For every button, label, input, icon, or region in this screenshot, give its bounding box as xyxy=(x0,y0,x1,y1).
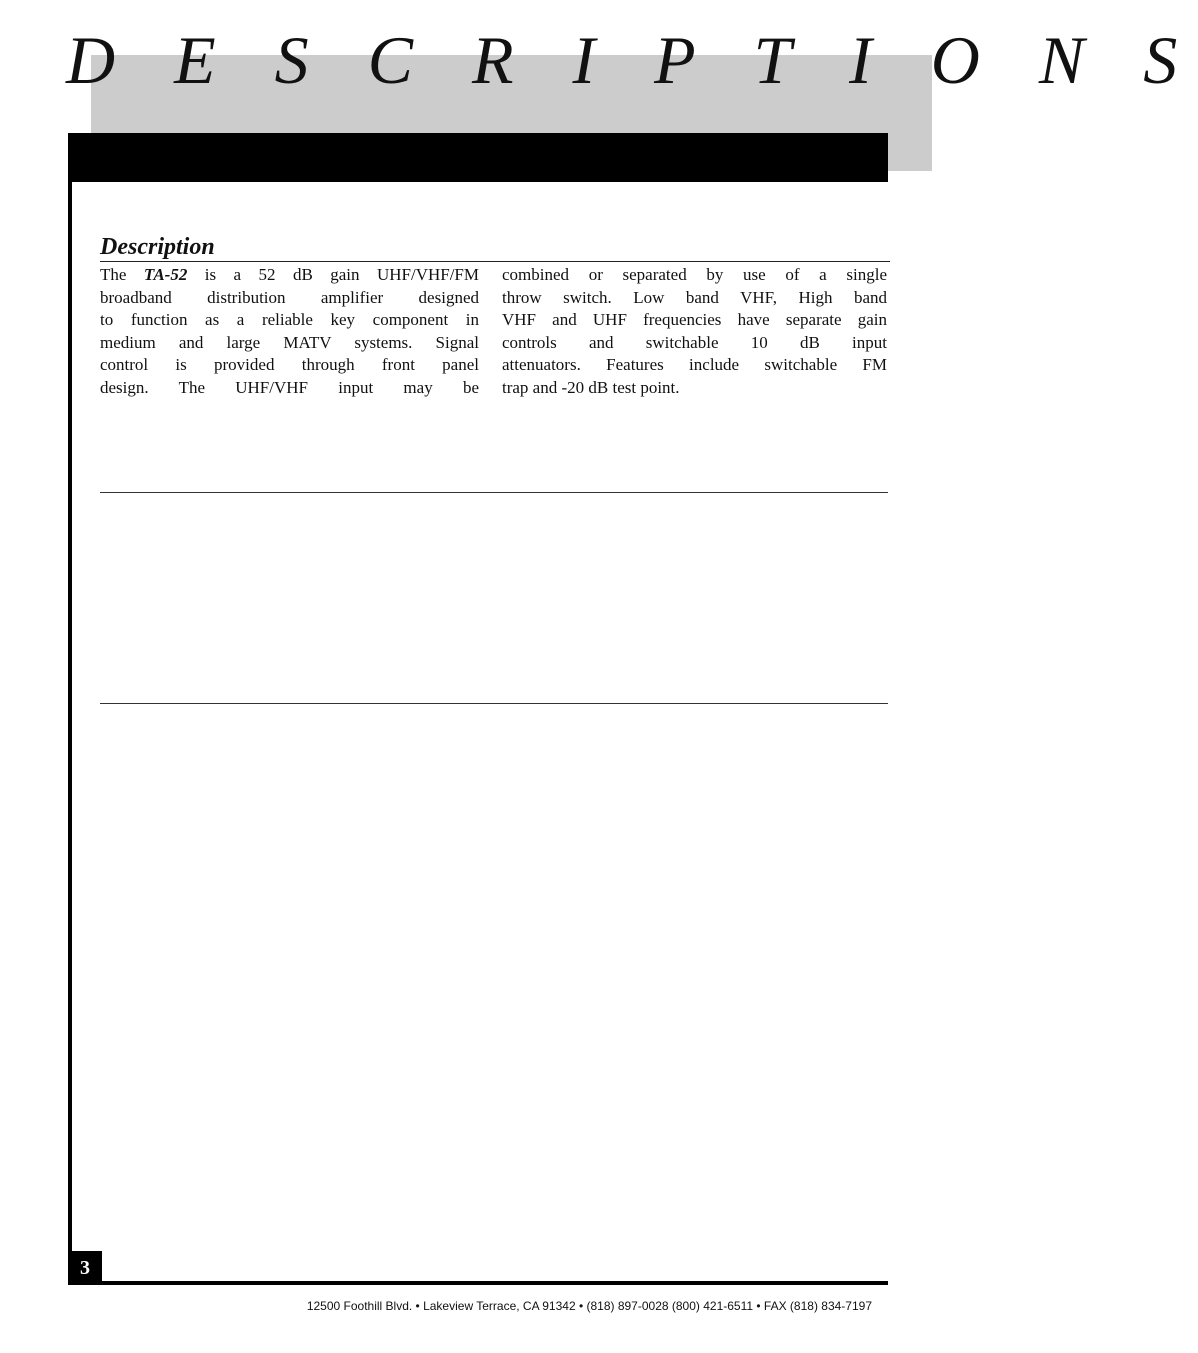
intro-text: is a 52 dB gain UHF/VHF/FM xyxy=(187,265,479,284)
page-title: D E S C R I P T I O N S xyxy=(66,22,1198,98)
description-line: to function as a reliable key component in xyxy=(100,310,479,330)
description-line xyxy=(100,264,479,287)
heading-underline xyxy=(100,261,890,262)
description-line: medium and large MATV systems. Signal xyxy=(100,332,479,352)
section-heading: Description xyxy=(100,234,215,260)
description-line: throw switch. Low band VHF, High band xyxy=(502,287,887,307)
description-line: VHF and UHF frequencies have separate gain xyxy=(502,310,887,330)
section-divider xyxy=(100,703,888,704)
section-divider xyxy=(100,492,888,493)
left-margin-rule xyxy=(68,133,72,1285)
description-line: combined or separated by use of a single xyxy=(502,265,887,284)
intro-text: The xyxy=(100,265,144,284)
description-line: controls and switchable 10 dB input xyxy=(502,332,887,352)
description-left-column xyxy=(100,264,479,400)
footer-rule xyxy=(68,1281,888,1285)
header-black-bar xyxy=(68,133,888,182)
model-name: TA-52 xyxy=(143,265,188,284)
description-line: broadband distribution amplifier designed xyxy=(100,287,479,307)
description-line: design. The UHF/VHF input may be xyxy=(100,377,479,397)
description-right-column xyxy=(502,264,887,400)
description-line: attenuators. Features include switchable FM xyxy=(502,355,887,375)
footer-address: 12500 Foothill Blvd. • Lakeview Terrace, CA 91342 • (818) 897-0028 (800) 421-6511 • FAX (818) 834-7197 xyxy=(306,1299,872,1313)
description-line: trap and -20 dB test point. xyxy=(502,377,680,397)
page-number: 3 xyxy=(68,1251,102,1285)
description-line: control is provided through front panel xyxy=(100,355,479,375)
